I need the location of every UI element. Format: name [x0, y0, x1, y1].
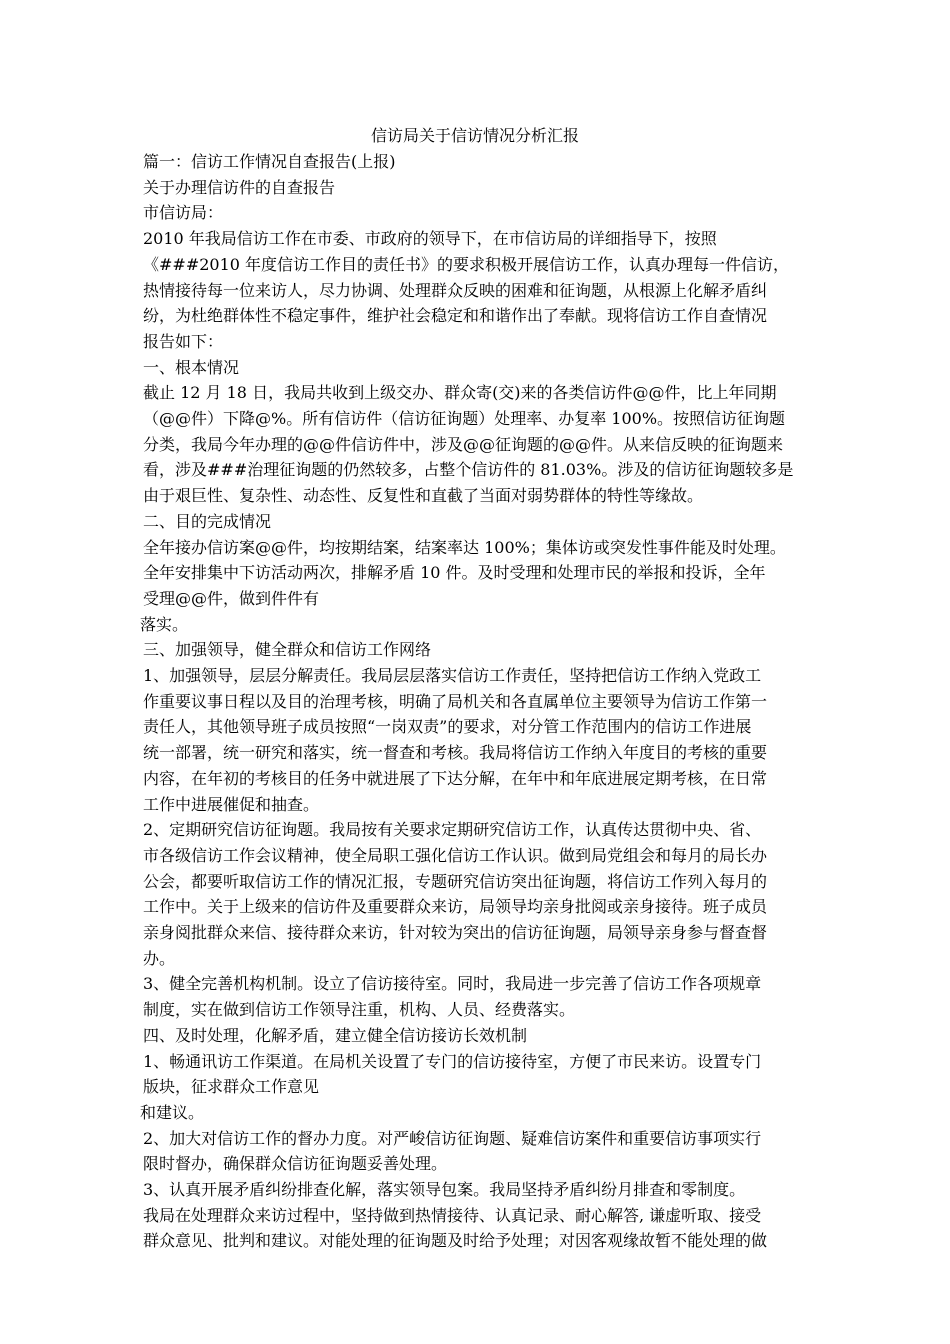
body-line: 市信访局：: [143, 203, 224, 223]
body-line: 和建议。: [140, 1102, 205, 1122]
body-line: 一、根本情况: [143, 357, 240, 377]
body-line: 工作中。关于上级来的信访件及重要群众来访，局领导均亲身批阅或亲身接待。班子成员: [143, 897, 768, 917]
body-line: 工作中进展催促和抽查。: [143, 794, 320, 814]
body-line: 1、加强领导，层层分解责任。我局层层落实信访工作责任，坚持把信访工作纳入党政工: [143, 666, 762, 685]
body-line: 关于办理信访件的自查报告: [143, 177, 336, 197]
body-line: 三、加强领导，健全群众和信访工作网络: [143, 640, 432, 660]
body-line: 限时督办，确保群众信访征询题妥善处理。: [143, 1154, 448, 1174]
body-line: 责任人，其他领导班子成员按照“一岗双责”的要求，对分管工作范围内的信访工作进展: [143, 717, 752, 737]
body-line: 2、加大对信访工作的督办力度。对严峻信访征询题、疑难信访案件和重要信访事项实行: [143, 1128, 762, 1148]
body-line: 篇一：信访工作情况自查报告(上报): [143, 152, 396, 171]
body-line: 版块，征求群众工作意见: [143, 1077, 320, 1097]
body-line: 二、目的完成情况: [143, 511, 272, 531]
body-line: 纷，为杜绝群体性不稳定事件，维护社会稳定和和谐作出了奉献。现将信访工作自查情况: [143, 306, 768, 326]
body-line: 1、畅通讯访工作渠道。在局机关设置了专门的信访接待室，方便了市民来访。设置专门: [143, 1051, 762, 1071]
body-line: 统一部署，统一研究和落实，统一督查和考核。我局将信访工作纳入年度目的考核的重要: [143, 743, 768, 763]
body-line: 全年接办信访案@@件，均按期结案，结案率达 100%；集体访或突发性事件能及时处理。: [143, 537, 786, 557]
body-line: 亲身阅批群众来信、接待群众来访，针对较为突出的信访征询题，局领导亲身参与督查督: [143, 923, 768, 942]
body-line: 公会，都要听取信访工作的情况汇报，专题研究信访突出征询题，将信访工作列入每月的: [143, 871, 768, 891]
body-line: 3、认真开展矛盾纠纷排查化解，落实领导包案。我局坚持矛盾纠纷月排查和零制度。: [143, 1180, 746, 1199]
body-line: 内容，在年初的考核目的任务中就进展了下达分解，在年中和年底进展定期考核，在日常: [143, 768, 768, 788]
body-line: 3、健全完善机构机制。设立了信访接待室。同时，我局进一步完善了信访工作各项规章: [143, 974, 762, 994]
body-line: 2010 年我局信访工作在市委、市政府的领导下，在市信访局的详细指导下，按照: [143, 229, 717, 249]
body-line: 我局在处理群众来访过程中，坚持做到热情接待、认真记录、耐心解答, 谦虚听取、接受: [143, 1205, 762, 1225]
body-line: 《###2010 年度信访工作目的责任书》的要求积极开展信访工作，认真办理每一件信访，: [143, 254, 790, 274]
body-line: （@@件）下降@%。所有信访件（信访征询题）处理率、办复率 100%。按照信访征询题: [143, 409, 786, 428]
body-line: 全年安排集中下访活动两次，排解矛盾 10 件。及时受理和处理市民的举报和投诉，全年: [143, 563, 766, 583]
body-line: 截止 12 月 18 日，我局共收到上级交办、群众寄(交)来的各类信访件@@件，比上年同期: [143, 383, 777, 403]
body-line: 四、及时处理，化解矛盾，建立健全信访接访长效机制: [143, 1025, 528, 1045]
body-line: 落实。: [140, 614, 189, 634]
body-line: 办。: [143, 948, 176, 968]
body-line: 作重要议事日程以及目的治理考核，明确了局机关和各直属单位主要领导为信访工作第一: [143, 691, 768, 711]
body-line: 热情接待每一位来访人，尽力协调、处理群众反映的困难和征询题，从根源上化解矛盾纠: [143, 280, 768, 300]
body-line: 受理@@件，做到件件有: [143, 588, 320, 608]
body-line: 由于艰巨性、复杂性、动态性、反复性和直截了当面对弱势群体的特性等缘故。: [143, 486, 704, 506]
body-line: 市各级信访工作会议精神，使全局职工强化信访工作认识。做到局党组会和每月的局长办: [143, 845, 768, 865]
body-line: 看，涉及###治理征询题的仍然较多，占整个信访件的 81.03%。涉及的信访征询题较多是: [143, 460, 794, 480]
body-line: 2、定期研究信访征询题。我局按有关要求定期研究信访工作，认真传达贯彻中央、省、: [143, 820, 762, 840]
body-line: 制度，实在做到信访工作领导注重，机构、人员、经费落实。: [143, 1000, 576, 1020]
body-line: 分类，我局今年办理的@@件信访件中，涉及@@征询题的@@件。从来信反映的征询题来: [143, 434, 784, 454]
body-line: 报告如下：: [143, 331, 224, 351]
document-title: 信访局关于信访情况分析汇报: [370, 126, 579, 145]
body-line: 群众意见、批判和建议。对能处理的征询题及时给予处理；对因客观缘故暂不能处理的做: [143, 1231, 768, 1251]
